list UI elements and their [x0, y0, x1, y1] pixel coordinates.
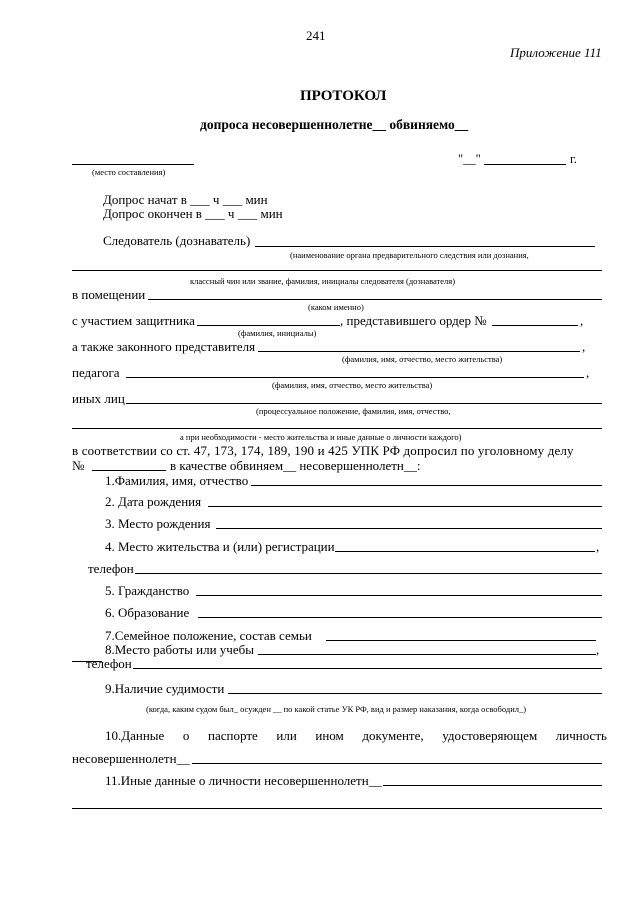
field-education-label: 6. Образование [105, 605, 190, 620]
teacher-caption: (фамилия, имя, отчество, место жительства) [272, 380, 433, 390]
interrogation-start: Допрос начат в ___ ч ___ мин [103, 192, 268, 207]
legal-rep-line[interactable] [258, 351, 580, 352]
defender-name-line[interactable] [197, 325, 340, 326]
field-conviction-label: 9.Наличие судимости [105, 681, 225, 696]
field-passport-label-2: несовершеннолетн__ [72, 751, 190, 766]
field-passport-row [105, 728, 607, 744]
case-number-label: № [72, 458, 85, 473]
field-residence-comma: , [596, 539, 600, 554]
room-label: в помещении [72, 287, 146, 302]
investigator-caption: (наименование органа предварительного следствия или дознания, [290, 250, 529, 260]
defender-comma: , [580, 313, 584, 328]
others-line[interactable] [126, 403, 602, 404]
order-number-line[interactable] [492, 325, 578, 326]
investigator-label: Следователь (дознаватель) [103, 233, 251, 248]
passport-word: удостоверяющем [442, 728, 538, 743]
field-work-label: 8.Место работы или учебы [105, 642, 254, 657]
field-conviction-line[interactable] [228, 693, 602, 694]
date-day: "__" [458, 152, 481, 166]
field-full-name-label: 1.Фамилия, имя, отчество [105, 473, 249, 488]
field-birth-date-line[interactable] [208, 506, 602, 507]
place-line[interactable] [72, 164, 194, 165]
date-month-line[interactable] [484, 164, 566, 165]
field-other-line-2[interactable] [72, 808, 602, 809]
investigator-line-2[interactable] [72, 270, 602, 271]
passport-word: ином [315, 728, 344, 743]
room-caption: (каком именно) [308, 302, 364, 312]
passport-word: документе, [362, 728, 424, 743]
field-phone2-label: телефон [86, 656, 132, 671]
interrogation-end: Допрос окончен в ___ ч ___ мин [103, 206, 283, 221]
field-family-line[interactable] [326, 640, 596, 641]
field-birth-place-label: 3. Место рождения [105, 516, 211, 531]
field-citizenship-label: 5. Гражданство [105, 583, 190, 598]
teacher-line[interactable] [126, 377, 584, 378]
document-title: ПРОТОКОЛ [300, 88, 387, 104]
field-work-comma: , [596, 642, 600, 657]
field-passport-line[interactable] [192, 763, 602, 764]
defender-caption: (фамилия, инициалы) [238, 328, 317, 338]
document-subtitle: допроса несовершеннолетне__ обвиняемо__ [200, 117, 469, 132]
field-education-line[interactable] [198, 617, 602, 618]
field-phone-line[interactable] [135, 573, 602, 574]
passport-word: или [276, 728, 297, 743]
legal-rep-caption: (фамилия, имя, отчество, место жительства) [342, 354, 503, 364]
others-caption-2: а при необходимости - место жительства и иные данные о личности каждого) [180, 432, 462, 442]
field-phone-label: телефон [88, 561, 134, 576]
teacher-label: педагога [72, 365, 120, 380]
field-family-label: 7.Семейное положение, состав семьи [105, 628, 312, 643]
others-label: иных лиц [72, 391, 125, 406]
defender-order-label: , представившего ордер № [340, 313, 487, 328]
field-work-line[interactable] [258, 654, 596, 655]
accordance-text: в соответствии со ст. 47, 173, 174, 189, 190 и 425 УПК РФ допросил по уголовному делу [72, 443, 574, 458]
field-birth-place-line[interactable] [216, 528, 602, 529]
field-residence-line[interactable] [335, 551, 595, 552]
teacher-comma: , [586, 365, 590, 380]
legal-rep-comma: , [582, 339, 586, 354]
field-phone2-line[interactable] [133, 668, 602, 669]
field-conviction-caption: (когда, каким судом был_ осужден __ по какой статье УК РФ, вид и размер наказания, когда освободил_) [146, 704, 527, 714]
others-line-2[interactable] [72, 428, 602, 429]
rank-caption: классный чин или звание, фамилия, инициалы следователя (дознавателя) [190, 276, 456, 286]
investigator-line[interactable] [255, 246, 595, 247]
room-line[interactable] [148, 299, 602, 300]
accordance-text-2: в качестве обвиняем__ несовершеннолетн__: [170, 458, 421, 473]
field-other-label: 11.Иные данные о личности несовершеннолетн__ [105, 773, 382, 788]
date-year-label: г. [570, 152, 577, 166]
passport-word: паспорте [208, 728, 258, 743]
place-caption: (место составления) [92, 167, 166, 177]
defender-label: с участием защитника [72, 313, 195, 328]
passport-word: о [182, 728, 190, 743]
legal-rep-label: а также законного представителя [72, 339, 256, 354]
field-other-line[interactable] [383, 785, 602, 786]
field-citizenship-line[interactable] [196, 595, 602, 596]
page-number: 241 [306, 28, 326, 43]
passport-word: 10.Данные [105, 728, 165, 743]
appendix-label: Приложение 111 [510, 45, 602, 60]
field-residence-label: 4. Место жительства и (или) регистрации [105, 539, 335, 554]
field-birth-date-label: 2. Дата рождения [105, 494, 202, 509]
others-caption: (процессуальное положение, фамилия, имя, отчество, [256, 406, 451, 416]
case-number-line[interactable] [92, 470, 166, 471]
passport-word: личность [555, 728, 607, 743]
field-full-name-line[interactable] [251, 485, 602, 486]
